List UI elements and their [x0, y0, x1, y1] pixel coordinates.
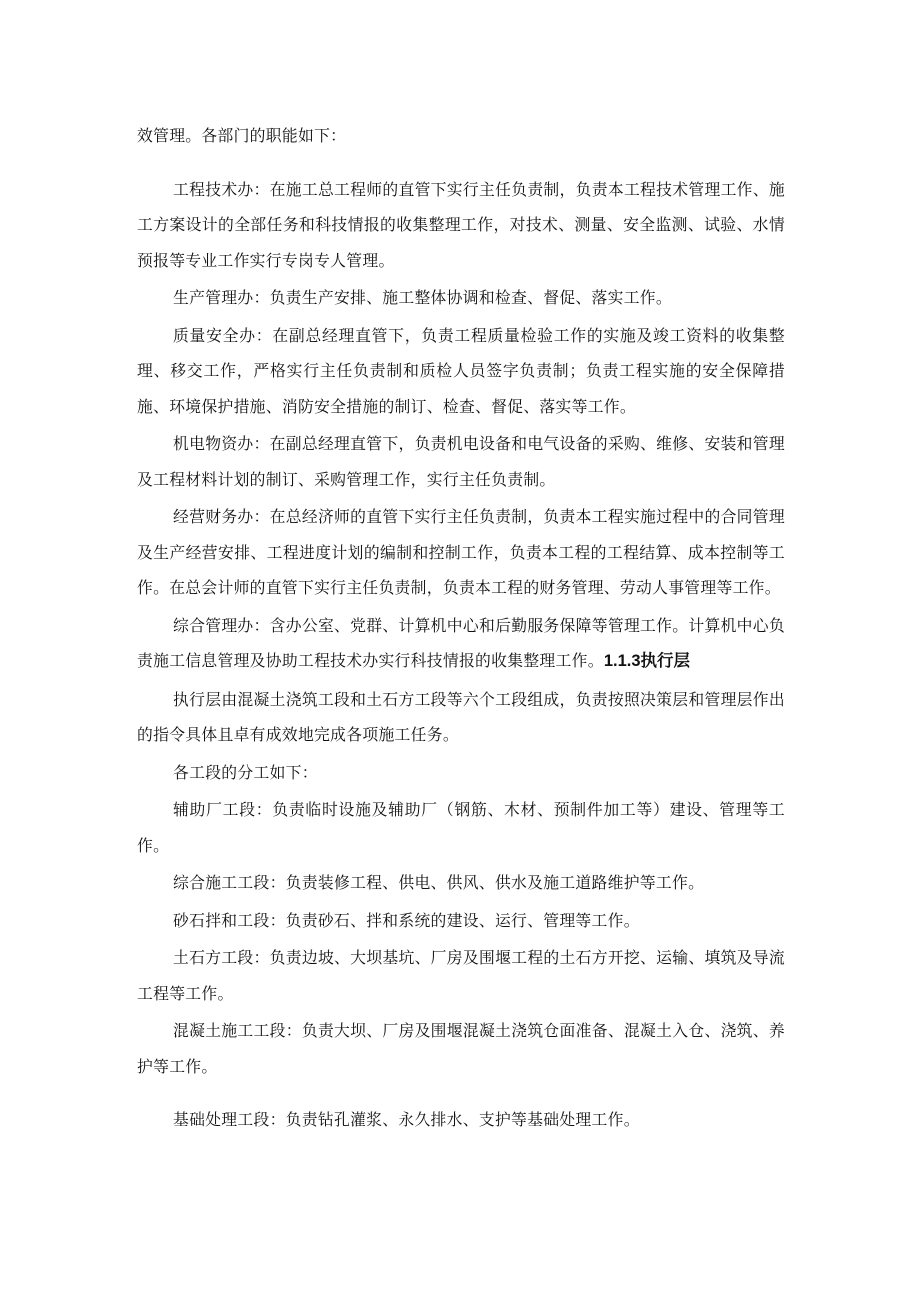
paragraph-auxiliary-section: 辅助厂工段：负责临时设施及辅助厂（钢筋、木材、预制件加工等）建设、管理等工作。	[137, 800, 785, 855]
paragraph-engineering-tech-office: 工程技术办：在施工总工程师的直管下实行主任负责制，负责本工程技术管理工作、施工方案设计的全部任务和科技情报的收集整理工作，对技术、测量、安全监测、试验、水情预报等专业工作实行专岗专人管理。	[137, 179, 785, 270]
document-body	[137, 118, 785, 1138]
paragraph-electromechanical-office: 机电物资办：在副总经理直管下，负责机电设备和电气设备的采购、维修、安装和管理及工程材料计划的制订、采购管理工作，实行主任负责制。	[137, 434, 785, 489]
general-office-text: 综合管理办：含办公室、党群、计算机中心和后勤服务保障等管理工作。计算机中心负责施工信息管理及协助工程技术办实行科技情报的收集整理工作。	[137, 615, 785, 670]
paragraph-general-construction-section: 综合施工工段：负责装修工程、供电、供风、供水及施工道路维护等工作。	[173, 873, 705, 892]
paragraph-intro-continuation: 效管理。各部门的职能如下：	[137, 126, 347, 145]
section-title: 执行层	[640, 651, 691, 670]
paragraph-foundation-section: 基础处理工段：负责钻孔灌浆、永久排水、支护等基础处理工作。	[173, 1110, 640, 1129]
paragraph-concrete-section: 混凝土施工工段：负责大坝、厂房及围堰混凝土浇筑仓面准备、混凝土入仓、浇筑、养护等工作。	[137, 1021, 785, 1076]
paragraph-finance-office: 经营财务办：在总经济师的直管下实行主任负责制，负责本工程实施过程中的合同管理及生产经营安排、工程进度计划的编制和控制工作，负责本工程的工程结算、成本控制等工作。在总会计师的直管下实行主任负责制，负责本工程的财务管理、劳动人事管理等工作。	[137, 507, 785, 597]
paragraph-sections-intro: 各工段的分工如下：	[173, 762, 318, 782]
paragraph-execution-layer: 执行层由混凝土浇筑工段和土石方工段等六个工段组成，负责按照决策层和管理层作出的指令具体且卓有成效地完成各项施工任务。	[137, 689, 785, 744]
section-heading-execution-layer	[604, 652, 690, 670]
section-number: 1.1.3	[603, 652, 641, 670]
paragraph-production-office: 生产管理办：负责生产安排、施工整体协调和检查、督促、落实工作。	[173, 288, 673, 307]
paragraph-quality-safety-office: 质量安全办：在副总经理直管下，负责工程质量检验工作的实施及竣工资料的收集整理、移交工作，严格实行主任负责制和质检人员签字负责制；负责工程实施的安全保障措施、环境保护措施、消防安全措施的制订、检查、督促、落实等工作。	[137, 325, 785, 416]
paragraph-earthwork-section: 土石方工段：负责边坡、大坝基坑、厂房及围堰工程的土石方开挖、运输、填筑及导流工程等工作。	[137, 948, 785, 1003]
paragraph-general-office	[137, 608, 785, 680]
paragraph-aggregate-mixing-section: 砂石拌和工段：负责砂石、拌和系统的建设、运行、管理等工作。	[173, 910, 640, 930]
